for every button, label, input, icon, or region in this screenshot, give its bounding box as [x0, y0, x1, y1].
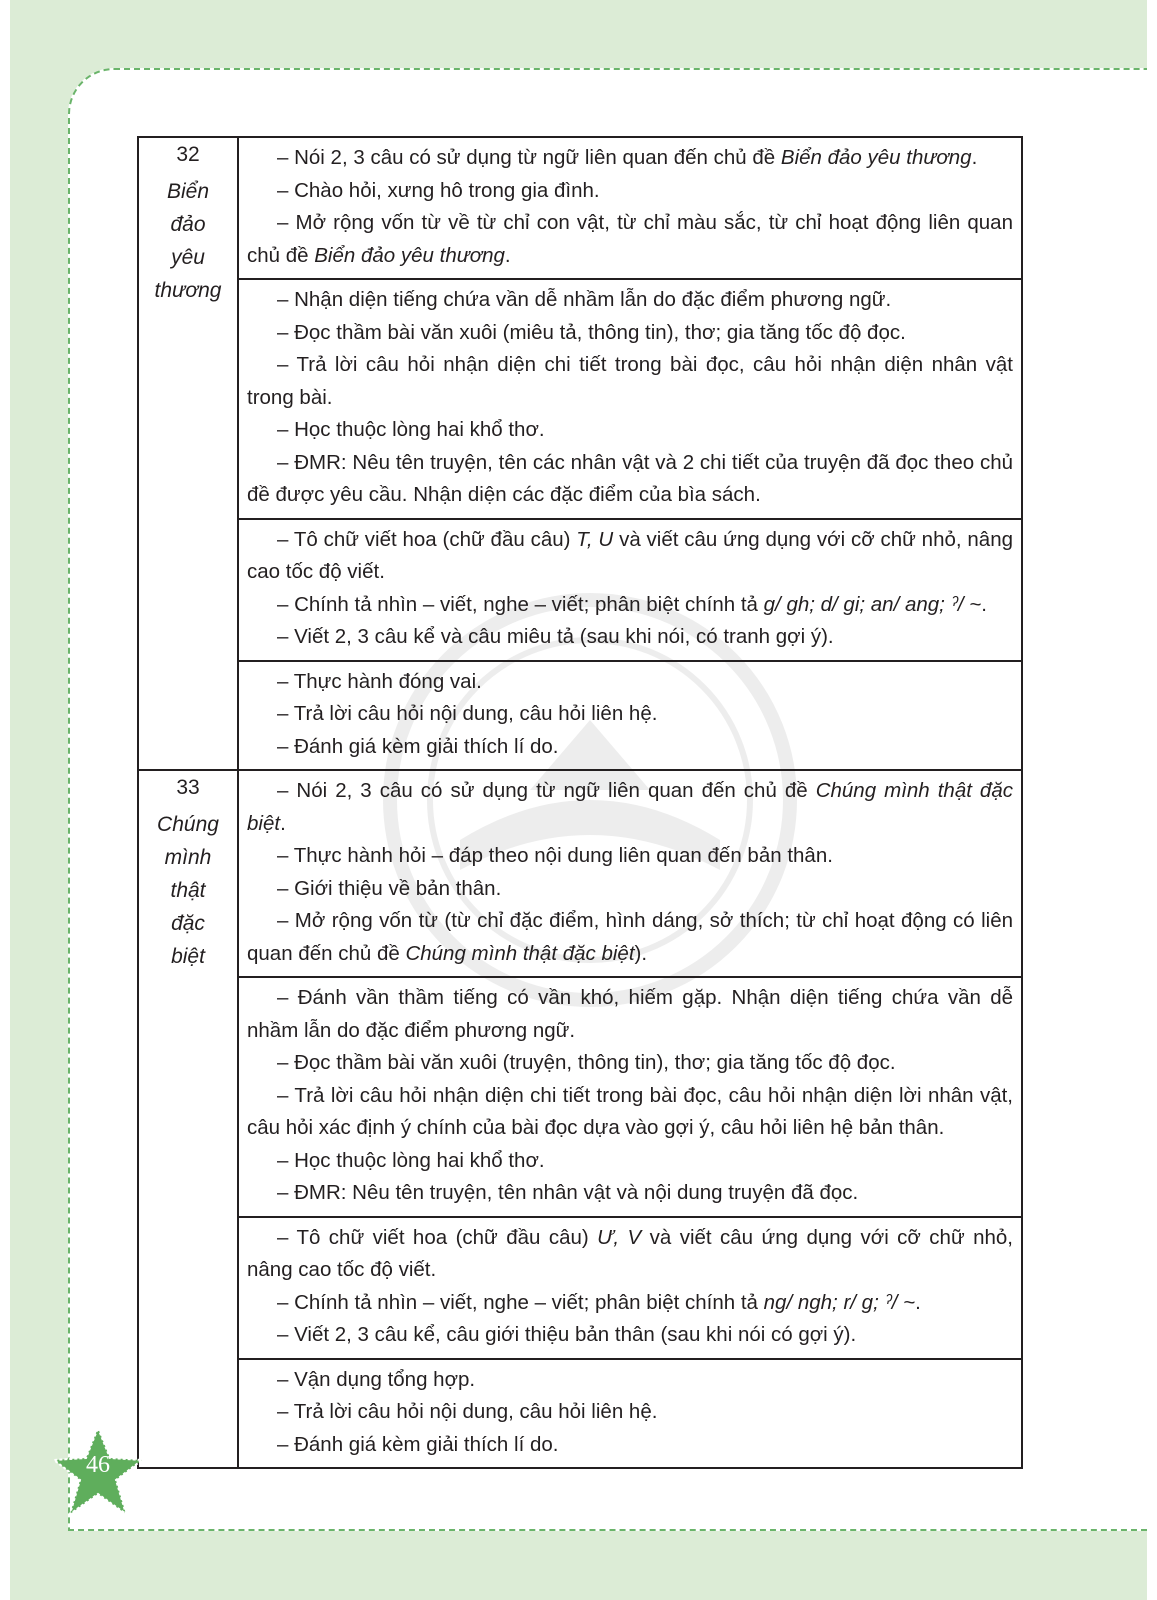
table-row — [138, 661, 1022, 771]
content-block — [238, 1217, 1022, 1359]
page-number: 46 — [86, 1452, 110, 1478]
week-title: Biển đảo yêu thương — [154, 180, 222, 302]
table-row — [138, 1359, 1022, 1469]
list-item: – Nhận diện tiếng chứa vần dễ nhầm lẫn do đặc điểm phương ngữ. — [277, 288, 892, 311]
week-number: 33 — [176, 776, 200, 799]
list-item: – Đọc thầm bài văn xuôi (miêu tả, thông tin), thơ; gia tăng tốc độ đọc. — [277, 320, 906, 344]
list-item: – Đánh giá kèm giải thích lí do. — [277, 1432, 559, 1456]
list-item: – Viết 2, 3 câu kể, câu giới thiệu bản thân (sau khi nói có gợi ý). — [277, 1323, 857, 1346]
list-item: – Trả lời câu hỏi nhận diện chi tiết trong bài đọc, câu hỏi nhận diện nhân vật trong bài. — [247, 353, 1013, 409]
list-item: – Thực hành hỏi – đáp theo nội dung liên quan đến bản thân. — [277, 844, 833, 867]
list-item: – Trả lời câu hỏi nhận diện chi tiết trong bài đọc, câu hỏi nhận diện lời nhân vật, câu hỏi xác định ý chính của bài đọc dựa vào gợi ý, câu hỏi liên hệ bản thân. — [247, 1083, 1013, 1139]
week-number: 32 — [176, 143, 200, 166]
list-item: – Nói 2, 3 câu có sử dụng từ ngữ liên quan đến chủ đề Biển đảo yêu thương. — [277, 146, 978, 169]
list-item: – Trả lời câu hỏi nội dung, câu hỏi liên hệ. — [277, 702, 658, 725]
list-item: – Viết 2, 3 câu kể và câu miêu tả (sau khi nói, có tranh gợi ý). — [277, 625, 834, 648]
content-block — [238, 279, 1022, 519]
content-block — [238, 137, 1022, 279]
list-item: – Nói 2, 3 câu có sử dụng từ ngữ liên quan đến chủ đề Chúng mình thật đặc biệt. — [247, 779, 1013, 835]
table-row — [138, 519, 1022, 661]
list-item: – Giới thiệu về bản thân. — [277, 876, 502, 900]
list-item: – Mở rộng vốn từ (từ chỉ đặc điểm, hình dáng, sở thích; từ chỉ hoạt động có liên quan đến chủ đề Chúng mình thật đặc biệt). — [247, 909, 1013, 965]
table-row — [138, 137, 1022, 279]
content-block — [238, 1359, 1022, 1469]
bottom-strip — [10, 1533, 1147, 1600]
list-item: – Trả lời câu hỏi nội dung, câu hỏi liên hệ. — [277, 1400, 658, 1423]
list-item: – ĐMR: Nêu tên truyện, tên nhân vật và nội dung truyện đã đọc. — [277, 1181, 859, 1204]
list-item: – Tô chữ viết hoa (chữ đầu câu) Ư, V và viết câu ứng dụng với cỡ chữ nhỏ, nâng cao tốc độ viết. — [247, 1225, 1013, 1281]
content-block — [238, 519, 1022, 661]
week-title: Chúng mình thật đặc biệt — [157, 813, 219, 968]
list-item: – Chính tả nhìn – viết, nghe – viết; phân biệt chính tả ng/ ngh; r/ g; ˀ/ ~. — [277, 1290, 921, 1314]
list-item: – Đọc thầm bài văn xuôi (truyện, thông tin), thơ; gia tăng tốc độ đọc. — [277, 1051, 896, 1074]
list-item: – Học thuộc lòng hai khổ thơ. — [277, 418, 545, 441]
content-block — [238, 770, 1022, 977]
list-item: – Thực hành đóng vai. — [277, 669, 482, 693]
table-row — [138, 770, 1022, 977]
table-row — [138, 1217, 1022, 1359]
curriculum-table — [137, 136, 1023, 1469]
list-item: – Vận dụng tổng hợp. — [277, 1367, 476, 1391]
week-cell — [138, 770, 238, 1468]
table-row — [138, 279, 1022, 519]
list-item: – Đánh vần thầm tiếng có vần khó, hiếm gặp. Nhận diện tiếng chứa vần dễ nhầm lẫn do đặc điểm phương ngữ. — [247, 986, 1013, 1042]
list-item: – Chào hỏi, xưng hô trong gia đình. — [277, 178, 600, 202]
list-item: – Học thuộc lòng hai khổ thơ. — [277, 1148, 545, 1172]
table-row — [138, 977, 1022, 1217]
list-item: – Đánh giá kèm giải thích lí do. — [277, 734, 559, 758]
content-block — [238, 977, 1022, 1217]
list-item: – Chính tả nhìn – viết, nghe – viết; phân biệt chính tả g/ gh; d/ gi; an/ ang; ˀ/ ~. — [277, 592, 987, 616]
list-item: – Mở rộng vốn từ về từ chỉ con vật, từ chỉ màu sắc, từ chỉ hoạt động liên quan chủ đề Biển đảo yêu thương. — [247, 211, 1013, 267]
content-block — [238, 661, 1022, 771]
list-item: – Tô chữ viết hoa (chữ đầu câu) T, U và viết câu ứng dụng với cỡ chữ nhỏ, nâng cao tốc độ viết. — [247, 527, 1014, 583]
list-item: – ĐMR: Nêu tên truyện, tên các nhân vật và 2 chi tiết của truyện đã đọc theo chủ đề được yêu cầu. Nhận diện các đặc điểm của bìa sách. — [247, 450, 1013, 506]
week-cell — [138, 137, 238, 770]
